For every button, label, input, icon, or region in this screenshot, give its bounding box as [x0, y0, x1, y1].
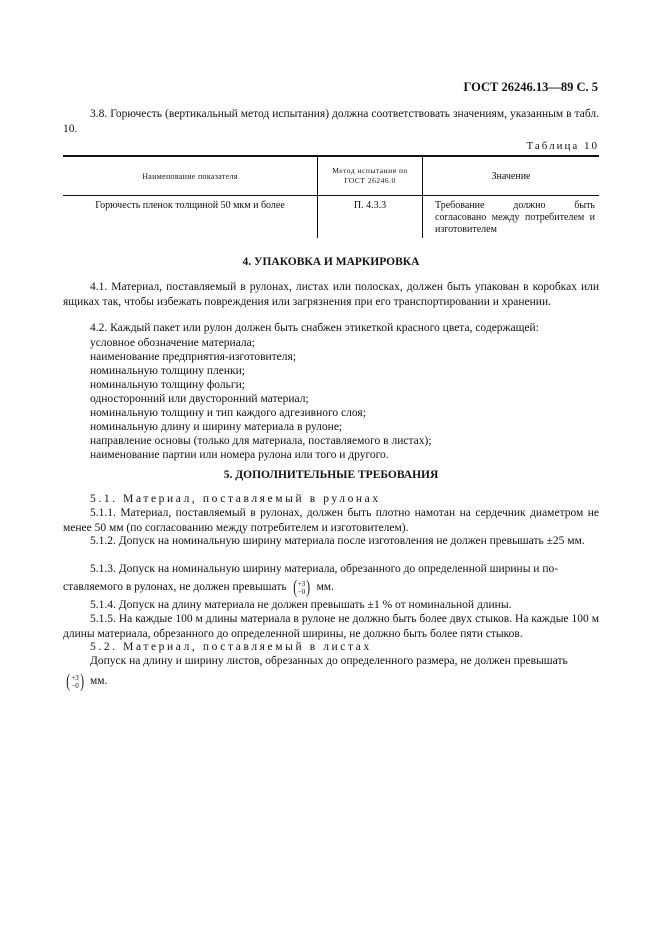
section-4-title: 4. УПАКОВКА И МАРКИРОВКА [242, 256, 420, 268]
unit-mm: мм. [89, 675, 108, 688]
section-5-title: 5. ДОПОЛНИТЕЛЬНЫЕ ТРЕБОВАНИЯ [223, 469, 439, 481]
paragraph-5-2-line2 [63, 672, 107, 691]
list-item: номинальную толщину пленки; [90, 365, 245, 377]
list-item: номинальную длину и ширину материала в рулоне; [90, 421, 343, 433]
paragraph-4-2: 4.2. Каждый пакет или рулон должен быть снабжен этикеткой красного цвета, содержащей: [90, 322, 539, 334]
tolerance-upper: +3 [297, 579, 306, 588]
table-cell: Требование должно быть согласовано между потребителем и изготовителем [435, 200, 595, 235]
paragraph-5-1-1: 5.1.1. Материал, поставляемый в рулонах, должен быть плотно намотан на сердечник диаметром не менее 50 мм (по согласованию между потребителем и изготовителем). [63, 507, 599, 534]
table-header-cell: Метод испытания по ГОСТ 26246.0 [318, 156, 423, 196]
paragraph-5-1-2: 5.1.2. Допуск на номинальную ширину материала после изготовления не должен превышать ±25 мм. [90, 535, 585, 547]
subsection-5-1-title: 5.1. Материал, поставляемый в рулонах [90, 493, 381, 505]
page-header: ГОСТ 26246.13—89 С. 5 [463, 80, 598, 94]
list-item: условное обозначение материала; [90, 337, 255, 349]
table-header-cell: Значение [491, 170, 531, 182]
close-paren: ) [80, 671, 84, 692]
table-row [63, 196, 599, 239]
subsection-5-2-title: 5.2. Материал, поставляемый в листах [90, 641, 372, 653]
list-item: номинальную толщину фольги; [90, 379, 245, 391]
list-item: направление основы (только для материала, поставляемого в листах); [90, 435, 432, 447]
table-cell: Горючесть пленок толщиной 50 мкм и более [95, 200, 285, 211]
table-10 [63, 155, 599, 238]
list-item: односторонний или двусторонний материал; [90, 393, 309, 405]
paragraph-5-1-3-text: ставляемого в рулонах, не должен превышать [63, 581, 287, 594]
paragraph-5-1-5: 5.1.5. На каждые 100 м длины материала в рулоне не должно быть более двух стыков. На каждые 100 м длины материала, обрезанного до определенной ширины, не должно быть более пяти стыков. [63, 613, 599, 640]
paragraph-5-2: Допуск на длину и ширину листов, обрезанных до определенного размера, не должен превышать [90, 655, 568, 667]
list-item: наименование партии или номера рулона или того и другого. [90, 449, 389, 461]
paragraph-5-1-3-line1: 5.1.3. Допуск на номинальную ширину материала, обрезанного до определенной ширины и по- [90, 563, 559, 575]
paragraph-5-1-4: 5.1.4. Допуск на длину материала не должен превышать ±1 % от номинальной длины. [90, 599, 512, 611]
tolerance-upper: +3 [71, 673, 79, 682]
tolerance-fraction-2 [65, 672, 85, 691]
close-paren: ) [306, 577, 311, 598]
paragraph-5-1-3-line2 [63, 578, 334, 597]
table-cell: П. 4.3.3 [318, 196, 423, 239]
list-item: номинальную толщину и тип каждого адгезивного слоя; [90, 407, 366, 419]
paragraph-3-8: 3.8. Горючесть (вертикальный метод испытания) должна соответствовать значениям, указанным в табл. 10. [63, 108, 599, 135]
unit-mm: мм. [316, 581, 334, 594]
tolerance-fraction [292, 578, 312, 597]
tolerance-stack [71, 674, 78, 690]
paragraph-4-1: 4.1. Материал, поставляемый в рулонах, листах или полосках, должен быть упакован в коробках или ящиках так, чтобы избежать повреждения или загрязнения при его транспортировании и хранении. [63, 281, 599, 308]
list-item: наименование предприятия-изготовителя; [90, 351, 297, 363]
tolerance-stack [298, 580, 305, 596]
table-header-cell: Наименование показателя [142, 171, 238, 181]
tolerance-lower: −0 [297, 587, 306, 596]
open-paren: ( [292, 577, 297, 598]
table-header-row [63, 156, 599, 196]
table-caption: Таблица 10 [526, 140, 599, 152]
tolerance-lower: −0 [71, 681, 79, 690]
open-paren: ( [66, 671, 71, 692]
